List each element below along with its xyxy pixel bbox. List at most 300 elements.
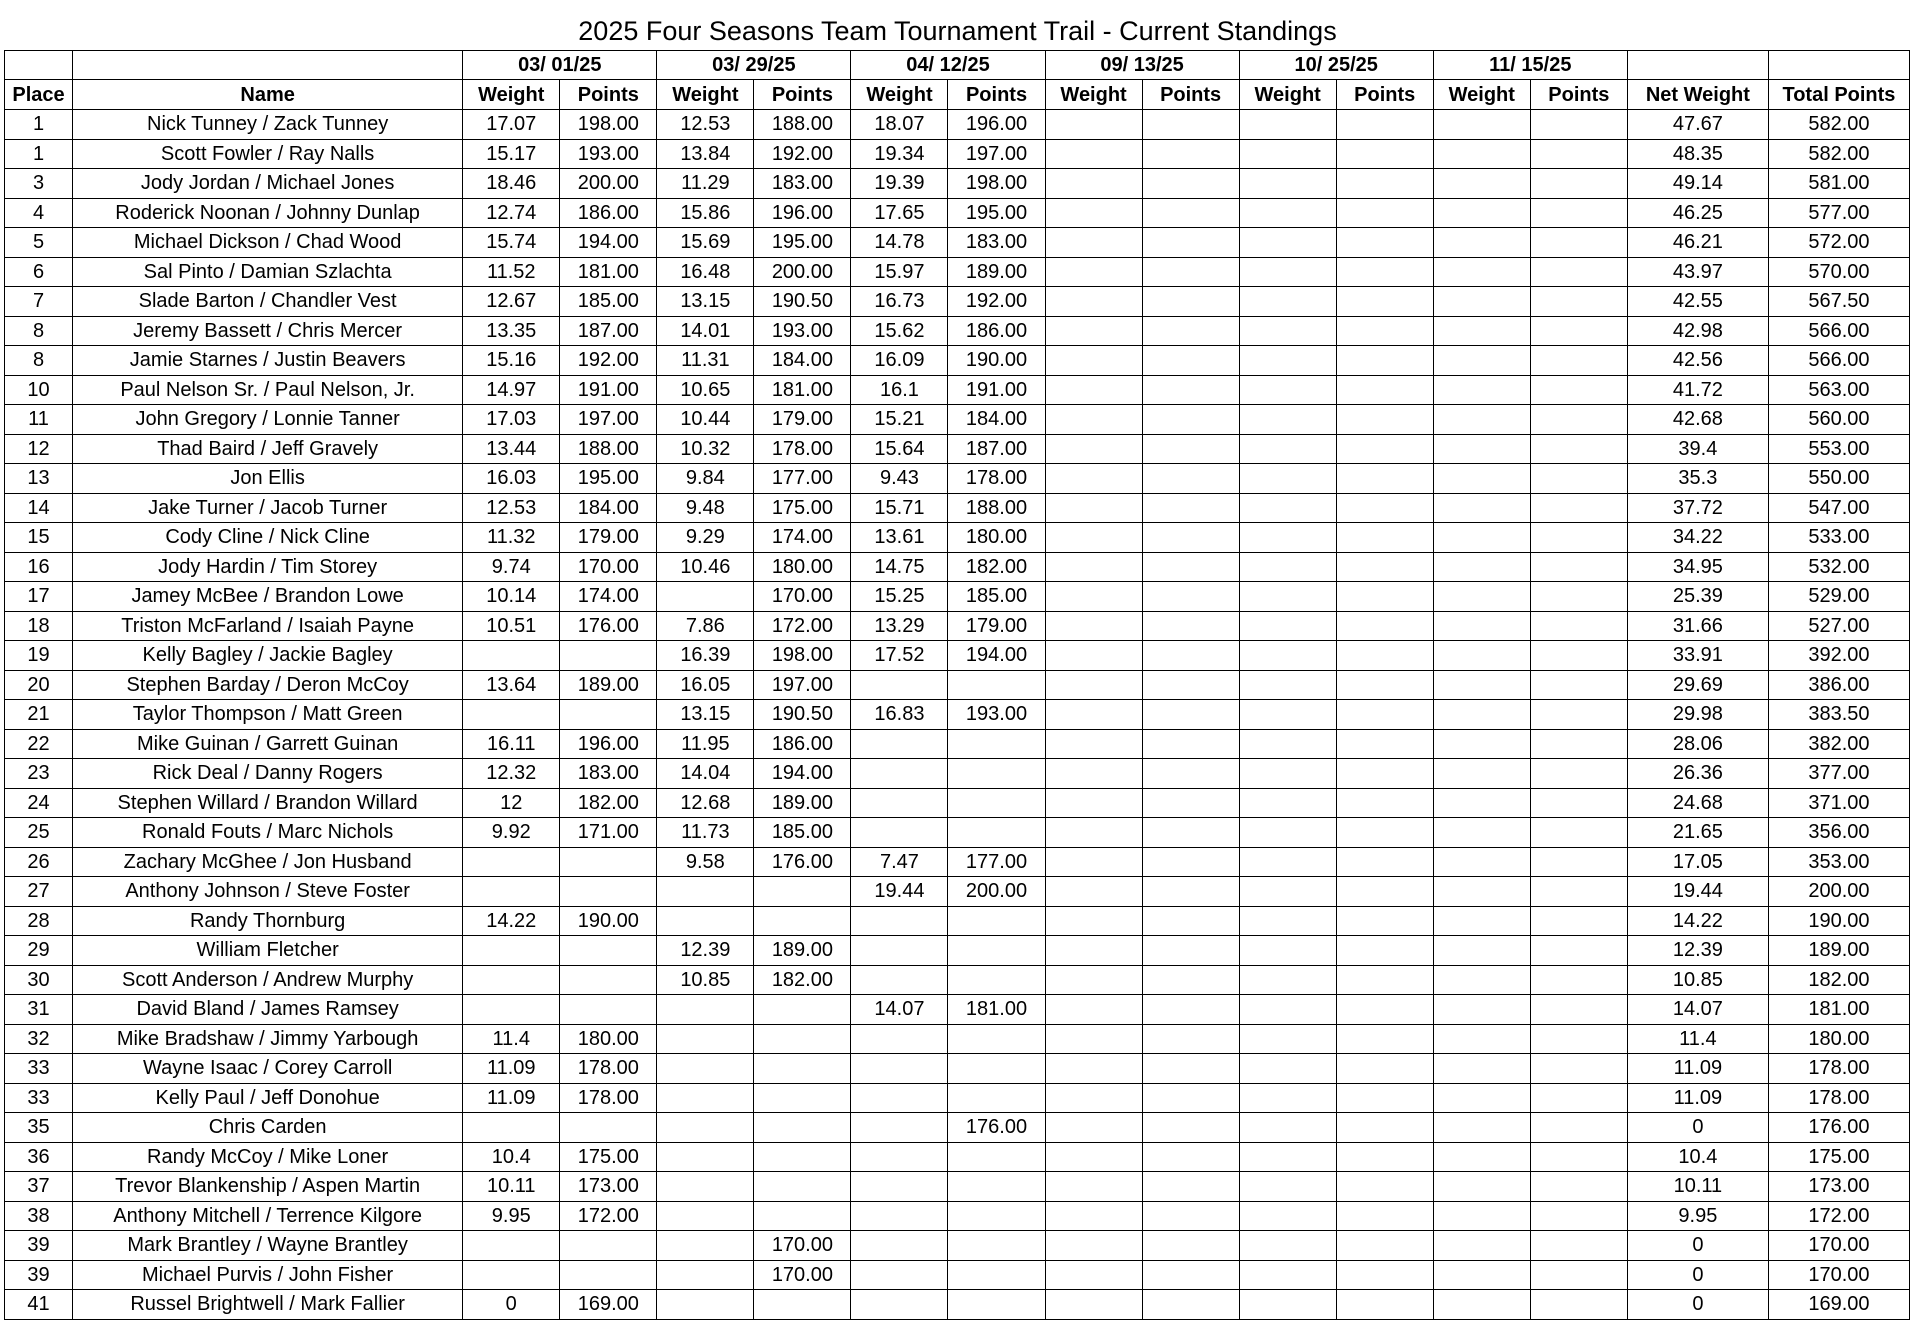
points-cell bbox=[1142, 552, 1239, 582]
points-cell bbox=[1142, 936, 1239, 966]
team-name-cell: Scott Fowler / Ray Nalls bbox=[73, 139, 463, 169]
table-row bbox=[5, 670, 1910, 700]
points-cell bbox=[1142, 729, 1239, 759]
weight-cell: 10.4 bbox=[463, 1142, 560, 1172]
weight-cell: 14.75 bbox=[851, 552, 948, 582]
team-name-cell: John Gregory / Lonnie Tanner bbox=[73, 405, 463, 435]
weight-cell bbox=[657, 582, 754, 612]
weight-cell: 7.47 bbox=[851, 847, 948, 877]
points-cell bbox=[1336, 670, 1433, 700]
points-cell: 190.00 bbox=[948, 346, 1045, 376]
weight-cell: 9.48 bbox=[657, 493, 754, 523]
place-cell: 36 bbox=[5, 1142, 73, 1172]
weight-cell bbox=[1239, 1142, 1336, 1172]
points-cell bbox=[1142, 1290, 1239, 1320]
weight-cell: 7.86 bbox=[657, 611, 754, 641]
weight-cell bbox=[1045, 965, 1142, 995]
net-weight-cell: 12.39 bbox=[1627, 936, 1768, 966]
weight-cell bbox=[1433, 1083, 1530, 1113]
team-name-cell: Michael Dickson / Chad Wood bbox=[73, 228, 463, 258]
points-cell bbox=[560, 1260, 657, 1290]
place-cell: 39 bbox=[5, 1260, 73, 1290]
weight-cell: 10.46 bbox=[657, 552, 754, 582]
table-row bbox=[5, 139, 1910, 169]
page-title: 2025 Four Seasons Team Tournament Trail - Current Standings bbox=[578, 16, 1337, 46]
points-header: Points bbox=[560, 80, 657, 110]
weight-cell: 15.97 bbox=[851, 257, 948, 287]
points-cell bbox=[1142, 995, 1239, 1025]
points-cell bbox=[1336, 1231, 1433, 1261]
total-points-cell: 582.00 bbox=[1768, 139, 1909, 169]
weight-cell: 9.95 bbox=[463, 1201, 560, 1231]
weight-cell bbox=[1045, 464, 1142, 494]
table-row bbox=[5, 346, 1910, 376]
weight-cell bbox=[1433, 139, 1530, 169]
weight-cell bbox=[1239, 169, 1336, 199]
weight-cell bbox=[1045, 346, 1142, 376]
points-cell bbox=[948, 1201, 1045, 1231]
weight-cell: 11.09 bbox=[463, 1054, 560, 1084]
standings-body bbox=[5, 110, 1910, 1320]
points-cell: 181.00 bbox=[560, 257, 657, 287]
place-cell: 10 bbox=[5, 375, 73, 405]
place-cell: 37 bbox=[5, 1172, 73, 1202]
total-points-cell: 570.00 bbox=[1768, 257, 1909, 287]
weight-cell bbox=[1239, 729, 1336, 759]
points-cell bbox=[1336, 847, 1433, 877]
weight-cell: 13.29 bbox=[851, 611, 948, 641]
weight-cell bbox=[1239, 611, 1336, 641]
weight-cell bbox=[851, 1260, 948, 1290]
weight-cell bbox=[851, 906, 948, 936]
points-cell: 195.00 bbox=[948, 198, 1045, 228]
points-cell bbox=[1336, 493, 1433, 523]
net-weight-cell: 42.98 bbox=[1627, 316, 1768, 346]
table-row bbox=[5, 936, 1910, 966]
place-cell: 28 bbox=[5, 906, 73, 936]
points-cell bbox=[1336, 877, 1433, 907]
points-cell: 182.00 bbox=[948, 552, 1045, 582]
weight-cell: 15.71 bbox=[851, 493, 948, 523]
points-cell bbox=[1336, 729, 1433, 759]
points-cell bbox=[1530, 995, 1627, 1025]
weight-cell bbox=[1433, 995, 1530, 1025]
points-cell: 188.00 bbox=[754, 110, 851, 140]
points-cell bbox=[948, 1083, 1045, 1113]
weight-cell bbox=[851, 1054, 948, 1084]
weight-header: Weight bbox=[657, 80, 754, 110]
points-cell bbox=[754, 877, 851, 907]
weight-cell bbox=[1045, 788, 1142, 818]
weight-cell bbox=[1239, 847, 1336, 877]
points-cell: 195.00 bbox=[754, 228, 851, 258]
points-cell bbox=[1142, 1113, 1239, 1143]
points-cell: 194.00 bbox=[948, 641, 1045, 671]
total-points-cell: 180.00 bbox=[1768, 1024, 1909, 1054]
points-cell bbox=[948, 729, 1045, 759]
points-cell: 178.00 bbox=[560, 1054, 657, 1084]
points-cell bbox=[1336, 965, 1433, 995]
total-points-cell: 172.00 bbox=[1768, 1201, 1909, 1231]
weight-cell bbox=[1239, 582, 1336, 612]
net-weight-cell: 26.36 bbox=[1627, 759, 1768, 789]
points-cell bbox=[1336, 139, 1433, 169]
net-weight-cell: 34.22 bbox=[1627, 523, 1768, 553]
points-cell bbox=[1530, 729, 1627, 759]
points-cell bbox=[1336, 611, 1433, 641]
points-cell: 193.00 bbox=[560, 139, 657, 169]
weight-cell bbox=[1045, 169, 1142, 199]
net-weight-cell: 41.72 bbox=[1627, 375, 1768, 405]
points-cell: 178.00 bbox=[754, 434, 851, 464]
points-cell: 175.00 bbox=[560, 1142, 657, 1172]
team-name-cell: Wayne Isaac / Corey Carroll bbox=[73, 1054, 463, 1084]
weight-cell bbox=[1433, 759, 1530, 789]
net-weight-cell: 48.35 bbox=[1627, 139, 1768, 169]
weight-cell bbox=[851, 670, 948, 700]
weight-cell bbox=[1239, 552, 1336, 582]
net-weight-cell: 29.69 bbox=[1627, 670, 1768, 700]
points-cell: 170.00 bbox=[754, 582, 851, 612]
weight-cell bbox=[1433, 729, 1530, 759]
total-points-cell: 553.00 bbox=[1768, 434, 1909, 464]
net-weight-cell: 17.05 bbox=[1627, 847, 1768, 877]
weight-cell: 15.69 bbox=[657, 228, 754, 258]
points-cell bbox=[1530, 847, 1627, 877]
weight-cell bbox=[1433, 847, 1530, 877]
weight-cell bbox=[1239, 1260, 1336, 1290]
points-cell: 194.00 bbox=[754, 759, 851, 789]
table-row bbox=[5, 611, 1910, 641]
total-points-cell: 377.00 bbox=[1768, 759, 1909, 789]
points-cell bbox=[1530, 1201, 1627, 1231]
team-name-cell: Chris Carden bbox=[73, 1113, 463, 1143]
points-cell: 186.00 bbox=[754, 729, 851, 759]
place-cell: 15 bbox=[5, 523, 73, 553]
total-points-cell: 356.00 bbox=[1768, 818, 1909, 848]
points-cell bbox=[1142, 287, 1239, 317]
place-cell: 5 bbox=[5, 228, 73, 258]
place-cell: 21 bbox=[5, 700, 73, 730]
weight-cell bbox=[1433, 464, 1530, 494]
net-weight-cell: 11.09 bbox=[1627, 1083, 1768, 1113]
weight-cell: 12.67 bbox=[463, 287, 560, 317]
weight-cell: 14.78 bbox=[851, 228, 948, 258]
points-cell: 189.00 bbox=[560, 670, 657, 700]
points-cell bbox=[1336, 700, 1433, 730]
points-cell bbox=[1142, 582, 1239, 612]
points-cell bbox=[1530, 287, 1627, 317]
points-cell: 170.00 bbox=[754, 1260, 851, 1290]
weight-cell bbox=[1239, 110, 1336, 140]
points-cell bbox=[1142, 464, 1239, 494]
points-cell: 193.00 bbox=[948, 700, 1045, 730]
weight-header: Weight bbox=[1433, 80, 1530, 110]
points-cell bbox=[948, 906, 1045, 936]
points-cell bbox=[1142, 198, 1239, 228]
weight-cell bbox=[1433, 788, 1530, 818]
weight-cell bbox=[1045, 287, 1142, 317]
weight-cell bbox=[463, 936, 560, 966]
total-points-cell: 567.50 bbox=[1768, 287, 1909, 317]
points-cell: 179.00 bbox=[948, 611, 1045, 641]
points-header: Points bbox=[754, 80, 851, 110]
weight-cell bbox=[657, 906, 754, 936]
weight-cell bbox=[1239, 641, 1336, 671]
points-cell: 180.00 bbox=[948, 523, 1045, 553]
net-weight-cell: 37.72 bbox=[1627, 493, 1768, 523]
total-points-cell: 383.50 bbox=[1768, 700, 1909, 730]
weight-cell: 12.53 bbox=[463, 493, 560, 523]
weight-cell bbox=[1433, 228, 1530, 258]
points-cell: 190.50 bbox=[754, 287, 851, 317]
points-cell bbox=[1336, 759, 1433, 789]
points-cell bbox=[754, 1113, 851, 1143]
weight-cell bbox=[1045, 405, 1142, 435]
event-date-header: 03/ 29/25 bbox=[657, 51, 851, 80]
total-points-header: Total Points bbox=[1768, 80, 1909, 110]
points-cell bbox=[1530, 523, 1627, 553]
weight-cell bbox=[1045, 1113, 1142, 1143]
team-name-cell: Mike Bradshaw / Jimmy Yarbough bbox=[73, 1024, 463, 1054]
points-cell bbox=[1336, 1113, 1433, 1143]
weight-cell bbox=[1433, 198, 1530, 228]
points-cell: 175.00 bbox=[754, 493, 851, 523]
table-row bbox=[5, 995, 1910, 1025]
weight-cell bbox=[463, 847, 560, 877]
weight-cell bbox=[1045, 228, 1142, 258]
place-cell: 39 bbox=[5, 1231, 73, 1261]
place-cell: 13 bbox=[5, 464, 73, 494]
points-cell bbox=[1336, 464, 1433, 494]
points-cell: 183.00 bbox=[948, 228, 1045, 258]
team-name-cell: Paul Nelson Sr. / Paul Nelson, Jr. bbox=[73, 375, 463, 405]
points-cell: 198.00 bbox=[754, 641, 851, 671]
weight-header: Weight bbox=[463, 80, 560, 110]
points-cell bbox=[1336, 434, 1433, 464]
weight-cell bbox=[1433, 670, 1530, 700]
weight-cell: 10.11 bbox=[463, 1172, 560, 1202]
points-cell: 187.00 bbox=[560, 316, 657, 346]
table-row bbox=[5, 1083, 1910, 1113]
team-name-cell: Rick Deal / Danny Rogers bbox=[73, 759, 463, 789]
weight-cell bbox=[657, 1113, 754, 1143]
points-cell: 176.00 bbox=[560, 611, 657, 641]
total-points-cell: 173.00 bbox=[1768, 1172, 1909, 1202]
points-cell bbox=[1336, 788, 1433, 818]
total-points-cell: 566.00 bbox=[1768, 346, 1909, 376]
weight-cell: 9.84 bbox=[657, 464, 754, 494]
total-points-cell: 382.00 bbox=[1768, 729, 1909, 759]
weight-cell bbox=[1045, 198, 1142, 228]
team-name-cell: Jody Jordan / Michael Jones bbox=[73, 169, 463, 199]
points-cell: 181.00 bbox=[754, 375, 851, 405]
weight-cell bbox=[1045, 1231, 1142, 1261]
weight-cell bbox=[1239, 287, 1336, 317]
team-name-cell: Randy Thornburg bbox=[73, 906, 463, 936]
points-cell: 171.00 bbox=[560, 818, 657, 848]
points-cell bbox=[1142, 139, 1239, 169]
net-weight-cell: 19.44 bbox=[1627, 877, 1768, 907]
points-cell: 172.00 bbox=[560, 1201, 657, 1231]
total-points-cell: 189.00 bbox=[1768, 936, 1909, 966]
total-points-cell: 550.00 bbox=[1768, 464, 1909, 494]
points-cell: 189.00 bbox=[754, 788, 851, 818]
net-weight-cell: 39.4 bbox=[1627, 434, 1768, 464]
team-name-cell: Jody Hardin / Tim Storey bbox=[73, 552, 463, 582]
points-header: Points bbox=[948, 80, 1045, 110]
weight-cell bbox=[1433, 641, 1530, 671]
weight-cell: 15.62 bbox=[851, 316, 948, 346]
name-header: Name bbox=[73, 80, 463, 110]
total-points-cell: 353.00 bbox=[1768, 847, 1909, 877]
weight-cell: 11.29 bbox=[657, 169, 754, 199]
weight-cell bbox=[1433, 287, 1530, 317]
net-weight-cell: 28.06 bbox=[1627, 729, 1768, 759]
points-cell bbox=[948, 818, 1045, 848]
weight-cell bbox=[1045, 1201, 1142, 1231]
weight-header: Weight bbox=[1239, 80, 1336, 110]
points-cell bbox=[1336, 287, 1433, 317]
weight-cell: 11.95 bbox=[657, 729, 754, 759]
net-weight-cell: 11.09 bbox=[1627, 1054, 1768, 1084]
net-weight-cell: 25.39 bbox=[1627, 582, 1768, 612]
weight-cell bbox=[851, 1172, 948, 1202]
weight-cell: 18.46 bbox=[463, 169, 560, 199]
points-cell bbox=[1142, 434, 1239, 464]
blank-header-cell bbox=[1627, 51, 1768, 80]
points-cell bbox=[1142, 1024, 1239, 1054]
weight-cell bbox=[1239, 493, 1336, 523]
table-row bbox=[5, 818, 1910, 848]
total-points-cell: 181.00 bbox=[1768, 995, 1909, 1025]
table-row bbox=[5, 788, 1910, 818]
table-row bbox=[5, 1142, 1910, 1172]
net-weight-cell: 47.67 bbox=[1627, 110, 1768, 140]
points-cell bbox=[1336, 1024, 1433, 1054]
points-cell: 196.00 bbox=[948, 110, 1045, 140]
weight-cell bbox=[1045, 729, 1142, 759]
weight-cell: 14.07 bbox=[851, 995, 948, 1025]
weight-header: Weight bbox=[851, 80, 948, 110]
weight-cell bbox=[1239, 257, 1336, 287]
weight-cell: 13.64 bbox=[463, 670, 560, 700]
points-cell bbox=[948, 670, 1045, 700]
weight-cell bbox=[1433, 700, 1530, 730]
weight-cell: 10.44 bbox=[657, 405, 754, 435]
points-cell: 195.00 bbox=[560, 464, 657, 494]
points-cell: 186.00 bbox=[948, 316, 1045, 346]
weight-cell bbox=[657, 1142, 754, 1172]
points-cell: 184.00 bbox=[560, 493, 657, 523]
weight-cell bbox=[1045, 877, 1142, 907]
event-date-header: 04/ 12/25 bbox=[851, 51, 1045, 80]
points-cell bbox=[754, 1142, 851, 1172]
table-row bbox=[5, 1172, 1910, 1202]
points-cell bbox=[1530, 1054, 1627, 1084]
weight-cell bbox=[1433, 257, 1530, 287]
place-cell: 30 bbox=[5, 965, 73, 995]
points-cell: 178.00 bbox=[560, 1083, 657, 1113]
points-cell bbox=[948, 1054, 1045, 1084]
points-cell bbox=[754, 995, 851, 1025]
weight-cell bbox=[1433, 1172, 1530, 1202]
points-cell bbox=[1530, 1113, 1627, 1143]
team-name-cell: Jake Turner / Jacob Turner bbox=[73, 493, 463, 523]
points-cell bbox=[560, 995, 657, 1025]
weight-cell bbox=[463, 995, 560, 1025]
points-cell: 186.00 bbox=[560, 198, 657, 228]
points-cell bbox=[1530, 906, 1627, 936]
blank-header-cell bbox=[5, 51, 73, 80]
weight-cell bbox=[1239, 1113, 1336, 1143]
points-cell: 190.50 bbox=[754, 700, 851, 730]
place-cell: 27 bbox=[5, 877, 73, 907]
points-cell bbox=[1530, 169, 1627, 199]
weight-cell: 19.44 bbox=[851, 877, 948, 907]
points-cell bbox=[1336, 1290, 1433, 1320]
points-cell bbox=[754, 1083, 851, 1113]
table-row bbox=[5, 316, 1910, 346]
total-points-cell: 560.00 bbox=[1768, 405, 1909, 435]
points-cell: 184.00 bbox=[948, 405, 1045, 435]
weight-cell bbox=[1433, 405, 1530, 435]
blank-header-cell bbox=[1768, 51, 1909, 80]
table-row bbox=[5, 1290, 1910, 1320]
table-row bbox=[5, 1201, 1910, 1231]
weight-cell: 12.74 bbox=[463, 198, 560, 228]
team-name-cell: Taylor Thompson / Matt Green bbox=[73, 700, 463, 730]
team-name-cell: Roderick Noonan / Johnny Dunlap bbox=[73, 198, 463, 228]
table-row bbox=[5, 552, 1910, 582]
total-points-cell: 577.00 bbox=[1768, 198, 1909, 228]
net-weight-cell: 9.95 bbox=[1627, 1201, 1768, 1231]
place-cell: 20 bbox=[5, 670, 73, 700]
points-cell: 198.00 bbox=[560, 110, 657, 140]
weight-cell: 16.83 bbox=[851, 700, 948, 730]
points-cell bbox=[754, 1201, 851, 1231]
points-cell bbox=[1142, 1172, 1239, 1202]
total-points-cell: 169.00 bbox=[1768, 1290, 1909, 1320]
table-row bbox=[5, 729, 1910, 759]
weight-cell bbox=[851, 729, 948, 759]
weight-cell bbox=[1045, 375, 1142, 405]
points-cell bbox=[1530, 877, 1627, 907]
points-cell bbox=[1142, 316, 1239, 346]
weight-cell: 9.92 bbox=[463, 818, 560, 848]
points-cell: 190.00 bbox=[560, 906, 657, 936]
weight-cell bbox=[851, 1113, 948, 1143]
table-row bbox=[5, 847, 1910, 877]
weight-cell: 10.85 bbox=[657, 965, 754, 995]
points-cell: 200.00 bbox=[560, 169, 657, 199]
points-cell bbox=[1142, 1231, 1239, 1261]
team-name-cell: Russel Brightwell / Mark Fallier bbox=[73, 1290, 463, 1320]
place-cell: 19 bbox=[5, 641, 73, 671]
weight-cell bbox=[851, 759, 948, 789]
total-points-cell: 190.00 bbox=[1768, 906, 1909, 936]
points-cell: 169.00 bbox=[560, 1290, 657, 1320]
weight-cell bbox=[1239, 316, 1336, 346]
place-header: Place bbox=[5, 80, 73, 110]
weight-cell bbox=[1045, 995, 1142, 1025]
net-weight-cell: 10.11 bbox=[1627, 1172, 1768, 1202]
weight-cell bbox=[1045, 493, 1142, 523]
points-cell bbox=[1336, 582, 1433, 612]
weight-cell bbox=[1433, 316, 1530, 346]
points-cell: 173.00 bbox=[560, 1172, 657, 1202]
place-cell: 18 bbox=[5, 611, 73, 641]
